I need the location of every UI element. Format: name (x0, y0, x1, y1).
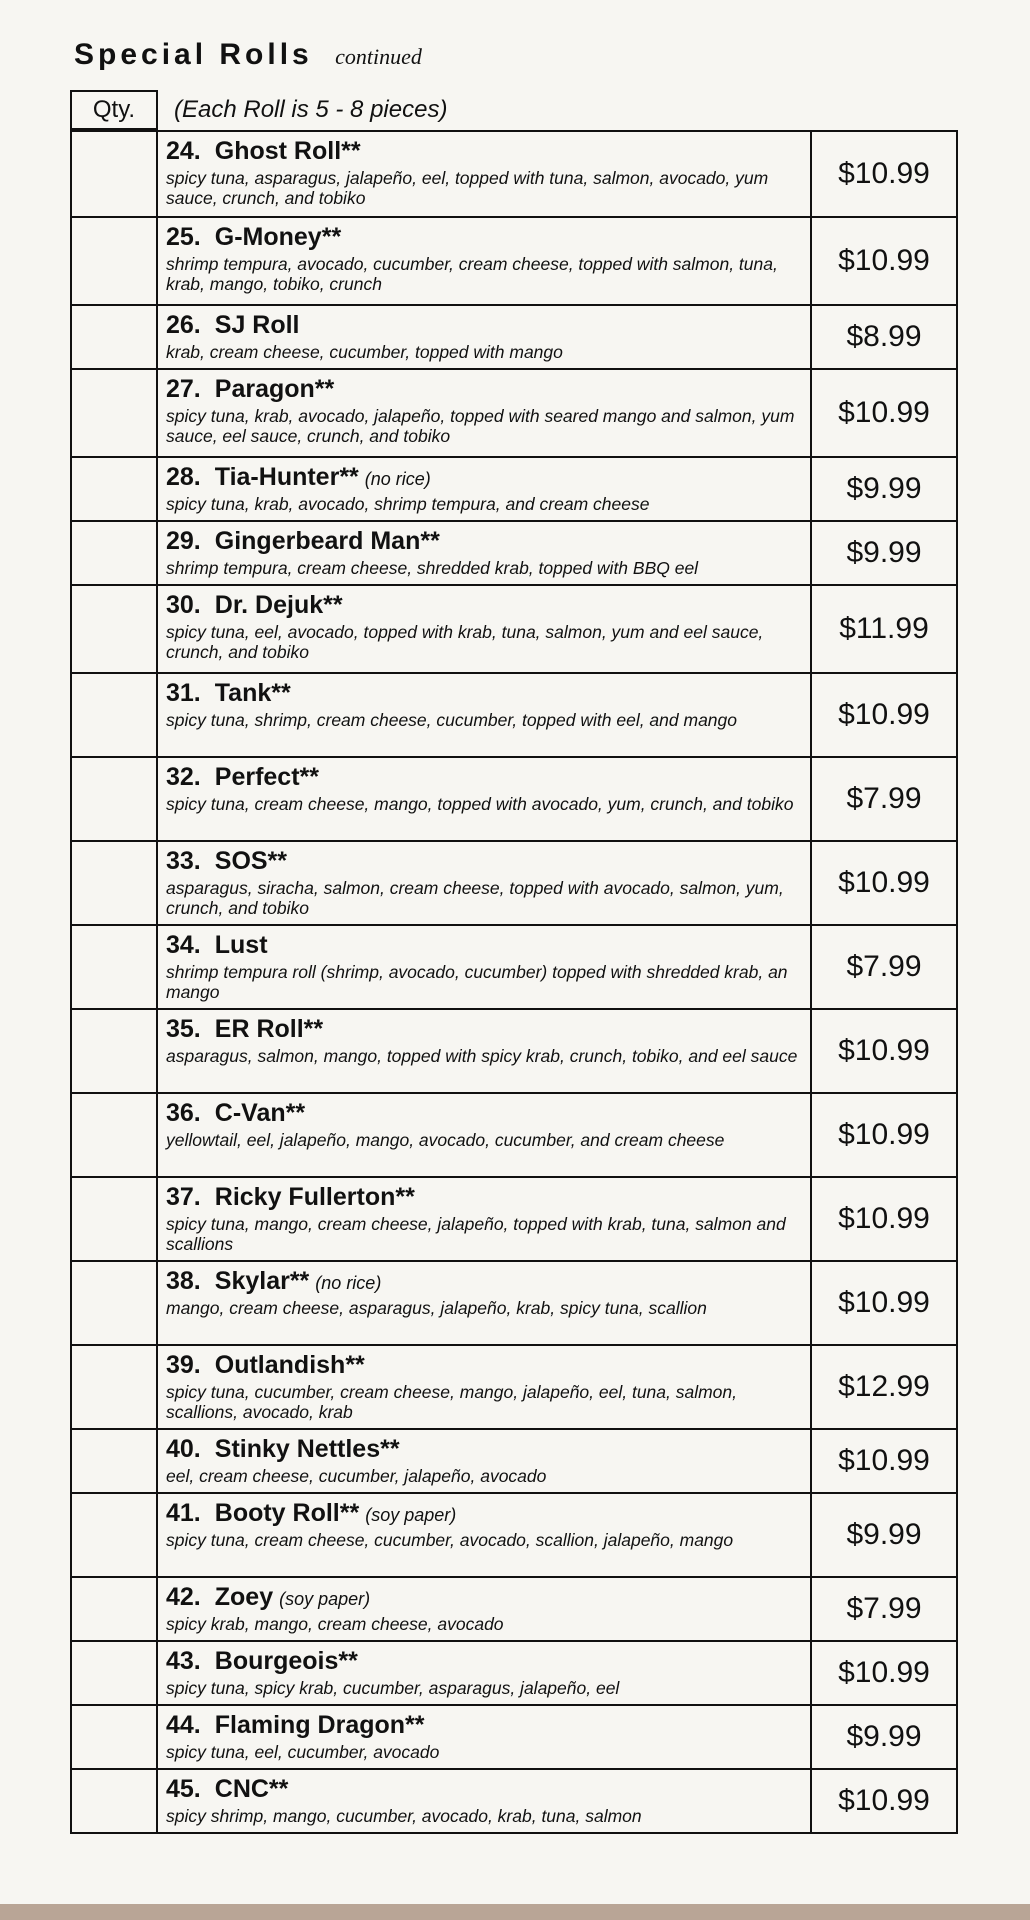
qty-cell[interactable] (72, 586, 158, 672)
item-number: 44. (166, 1711, 201, 1739)
menu-item-row (72, 1578, 958, 1642)
item-price: $10.99 (812, 1770, 958, 1832)
item-details (158, 758, 812, 840)
item-details (158, 218, 812, 304)
qty-cell[interactable] (72, 1094, 158, 1176)
item-price: $10.99 (812, 674, 958, 756)
menu-item-row (72, 1430, 958, 1494)
menu-item-row (72, 1346, 958, 1430)
title-continued: continued (335, 44, 422, 69)
item-description: spicy tuna, mango, cream cheese, jalapeño, topped with krab, tuna, salmon and scallions (166, 1214, 786, 1254)
menu-item-row (72, 1178, 958, 1262)
item-price: $11.99 (812, 586, 958, 672)
item-description: spicy tuna, eel, avocado, topped with krab, tuna, salmon, yum and eel sauce, crunch, and tobiko (166, 622, 764, 662)
item-details (158, 586, 812, 672)
item-name: Dr. Dejuk** (214, 591, 343, 619)
item-details (158, 132, 812, 216)
qty-cell[interactable] (72, 758, 158, 840)
qty-cell[interactable] (72, 458, 158, 520)
qty-cell[interactable] (72, 370, 158, 456)
item-name: C-Van** (214, 1099, 306, 1127)
item-details (158, 1010, 812, 1092)
menu-item-row (72, 1770, 958, 1834)
item-description: spicy tuna, cream cheese, cucumber, avocado, scallion, jalapeño, mango (166, 1530, 734, 1550)
item-number: 37. (166, 1183, 201, 1211)
menu-item-row (72, 306, 958, 370)
item-name: Stinky Nettles** (214, 1435, 400, 1463)
menu-table (70, 90, 958, 1834)
item-price: $10.99 (812, 1094, 958, 1176)
item-details (158, 458, 812, 520)
item-name: CNC** (214, 1775, 289, 1803)
item-number: 32. (166, 763, 201, 791)
item-name: Gingerbeard Man** (214, 527, 440, 555)
item-name-line (166, 1646, 802, 1678)
item-description: krab, cream cheese, cucumber, topped with mango (166, 342, 563, 362)
item-price: $7.99 (812, 926, 958, 1008)
item-number: 39. (166, 1351, 201, 1379)
item-number: 34. (166, 931, 201, 959)
item-price: $10.99 (812, 842, 958, 924)
item-description: eel, cream cheese, cucumber, jalapeño, avocado (166, 1466, 547, 1486)
item-name: Ricky Fullerton** (214, 1183, 415, 1211)
qty-cell[interactable] (72, 1010, 158, 1092)
qty-cell[interactable] (72, 1770, 158, 1832)
item-number: 30. (166, 591, 201, 619)
item-name-line (166, 1182, 802, 1214)
item-number: 40. (166, 1435, 201, 1463)
item-name-line (166, 526, 802, 558)
item-number: 42. (166, 1583, 201, 1611)
item-name-line (166, 1266, 802, 1298)
item-name-line (166, 310, 802, 342)
item-name: Lust (214, 931, 268, 959)
item-name-line (166, 1498, 802, 1530)
item-description: yellowtail, eel, jalapeño, mango, avocado, cucumber, and cream cheese (166, 1130, 725, 1150)
item-name: Flaming Dragon** (214, 1711, 425, 1739)
item-details (158, 1262, 812, 1344)
item-price: $9.99 (812, 458, 958, 520)
qty-cell[interactable] (72, 674, 158, 756)
item-price: $8.99 (812, 306, 958, 368)
page-title (74, 38, 422, 72)
item-name: Paragon** (214, 375, 335, 403)
item-name: Skylar** (214, 1267, 310, 1295)
item-number: 24. (166, 137, 201, 165)
menu-item-row (72, 522, 958, 586)
item-details (158, 522, 812, 584)
item-name-line (166, 1350, 802, 1382)
item-name: Perfect** (214, 763, 319, 791)
menu-item-row (72, 1706, 958, 1770)
item-name-line (166, 1710, 802, 1742)
menu-item-row (72, 674, 958, 758)
menu-item-row (72, 218, 958, 306)
item-name: Bourgeois** (214, 1647, 358, 1675)
qty-cell[interactable] (72, 522, 158, 584)
item-number: 41. (166, 1499, 201, 1527)
item-name-line (166, 1582, 802, 1614)
item-name-line (166, 136, 802, 168)
item-description: asparagus, salmon, mango, topped with spicy krab, crunch, tobiko, and eel sauce (166, 1046, 798, 1066)
item-description: spicy tuna, asparagus, jalapeño, eel, topped with tuna, salmon, avocado, yum sauce, crunch, and tobiko (166, 168, 769, 208)
table-header (70, 90, 958, 130)
item-number: 31. (166, 679, 201, 707)
item-number: 29. (166, 527, 201, 555)
item-description: spicy shrimp, mango, cucumber, avocado, krab, tuna, salmon (166, 1806, 642, 1826)
item-details (158, 1346, 812, 1428)
item-description: spicy tuna, krab, avocado, shrimp tempura, and cream cheese (166, 494, 650, 514)
item-number: 25. (166, 223, 201, 251)
item-name: Zoey (214, 1583, 274, 1611)
item-description: shrimp tempura roll (shrimp, avocado, cucumber) topped with shredded krab, an mango (166, 962, 788, 1002)
item-description: spicy tuna, krab, avocado, jalapeño, topped with seared mango and salmon, yum sauce, eel sauce, crunch, and tobiko (166, 406, 795, 446)
menu-item-row (72, 1010, 958, 1094)
item-name-line (166, 222, 802, 254)
item-name: G-Money** (214, 223, 342, 251)
pieces-note: (Each Roll is 5 - 8 pieces) (174, 96, 448, 123)
item-description: spicy tuna, shrimp, cream cheese, cucumber, topped with eel, and mango (166, 710, 737, 730)
item-details (158, 1770, 812, 1832)
item-price: $9.99 (812, 1494, 958, 1576)
item-name-line (166, 462, 802, 494)
item-details (158, 1094, 812, 1176)
item-name-line (166, 1014, 802, 1046)
menu-item-row (72, 926, 958, 1010)
item-number: 38. (166, 1267, 201, 1295)
item-number: 45. (166, 1775, 201, 1803)
item-name: Ghost Roll** (214, 137, 361, 165)
item-name-line (166, 1098, 802, 1130)
item-number: 36. (166, 1099, 201, 1127)
item-number: 35. (166, 1015, 201, 1043)
qty-cell[interactable] (72, 926, 158, 1008)
item-details (158, 306, 812, 368)
item-name-line (166, 762, 802, 794)
qty-cell[interactable] (72, 1430, 158, 1492)
qty-cell[interactable] (72, 1346, 158, 1428)
qty-cell[interactable] (72, 218, 158, 304)
item-details (158, 842, 812, 924)
item-note: (no rice) (364, 469, 431, 489)
item-description: mango, cream cheese, asparagus, jalapeño, krab, spicy tuna, scallion (166, 1298, 707, 1318)
qty-cell[interactable] (72, 842, 158, 924)
item-details (158, 1578, 812, 1640)
item-price: $10.99 (812, 132, 958, 216)
item-price: $9.99 (812, 1706, 958, 1768)
item-details (158, 370, 812, 456)
item-name: SJ Roll (214, 311, 300, 339)
menu-item-row (72, 458, 958, 522)
item-number: 28. (166, 463, 201, 491)
roll-list (70, 130, 958, 1834)
qty-cell[interactable] (72, 1178, 158, 1260)
menu-item-row (72, 370, 958, 458)
item-name: ER Roll** (214, 1015, 324, 1043)
item-description: asparagus, siracha, salmon, cream cheese, topped with avocado, salmon, yum, crunch, and tobiko (166, 878, 784, 918)
item-details (158, 1430, 812, 1492)
menu-item-row (72, 130, 958, 218)
menu-item-row (72, 1642, 958, 1706)
item-note: (no rice) (315, 1273, 382, 1293)
item-name-line (166, 846, 802, 878)
title-text: Special Rolls (74, 38, 313, 71)
qty-cell[interactable] (72, 306, 158, 368)
item-price: $7.99 (812, 1578, 958, 1640)
item-name: SOS** (214, 847, 288, 875)
item-number: 33. (166, 847, 201, 875)
item-name-line (166, 1434, 802, 1466)
item-details (158, 1178, 812, 1260)
qty-cell[interactable] (72, 1706, 158, 1768)
item-name-line (166, 374, 802, 406)
menu-item-row (72, 586, 958, 674)
item-description: spicy tuna, cucumber, cream cheese, mango, jalapeño, eel, tuna, salmon, scallions, avocado, krab (166, 1382, 738, 1422)
item-name: Tank** (214, 679, 291, 707)
qty-cell[interactable] (72, 1578, 158, 1640)
item-price: $10.99 (812, 1642, 958, 1704)
item-description: spicy tuna, eel, cucumber, avocado (166, 1742, 440, 1762)
item-note: (soy paper) (279, 1589, 371, 1609)
item-name-line (166, 678, 802, 710)
menu-item-row (72, 1494, 958, 1578)
qty-cell[interactable] (72, 132, 158, 216)
qty-cell[interactable] (72, 1642, 158, 1704)
item-price: $9.99 (812, 522, 958, 584)
item-name: Outlandish** (214, 1351, 365, 1379)
qty-cell[interactable] (72, 1262, 158, 1344)
item-price: $10.99 (812, 1430, 958, 1492)
item-note: (soy paper) (365, 1505, 457, 1525)
item-name: Tia-Hunter** (214, 463, 359, 491)
item-details (158, 926, 812, 1008)
menu-item-row (72, 1094, 958, 1178)
page-bottom-edge (0, 1904, 1030, 1920)
item-number: 27. (166, 375, 201, 403)
menu-item-row (72, 842, 958, 926)
item-details (158, 1706, 812, 1768)
item-name-line (166, 1774, 802, 1806)
item-description: spicy krab, mango, cream cheese, avocado (166, 1614, 504, 1634)
item-number: 26. (166, 311, 201, 339)
item-details (158, 1642, 812, 1704)
item-description: shrimp tempura, avocado, cucumber, cream cheese, topped with salmon, tuna, krab, mango, tobiko, crunch (166, 254, 778, 294)
item-name-line (166, 590, 802, 622)
item-details (158, 1494, 812, 1576)
item-number: 43. (166, 1647, 201, 1675)
item-description: shrimp tempura, cream cheese, shredded krab, topped with BBQ eel (166, 558, 699, 578)
item-description: spicy tuna, spicy krab, cucumber, asparagus, jalapeño, eel (166, 1678, 620, 1698)
item-name: Booty Roll** (214, 1499, 360, 1527)
item-price: $10.99 (812, 1262, 958, 1344)
item-price: $10.99 (812, 1178, 958, 1260)
menu-item-row (72, 758, 958, 842)
item-price: $12.99 (812, 1346, 958, 1428)
item-price: $7.99 (812, 758, 958, 840)
item-description: spicy tuna, cream cheese, mango, topped with avocado, yum, crunch, and tobiko (166, 794, 794, 814)
item-details (158, 674, 812, 756)
qty-header: Qty. (70, 90, 158, 130)
item-price: $10.99 (812, 218, 958, 304)
item-price: $10.99 (812, 1010, 958, 1092)
menu-item-row (72, 1262, 958, 1346)
item-name-line (166, 930, 802, 962)
item-price: $10.99 (812, 370, 958, 456)
qty-cell[interactable] (72, 1494, 158, 1576)
